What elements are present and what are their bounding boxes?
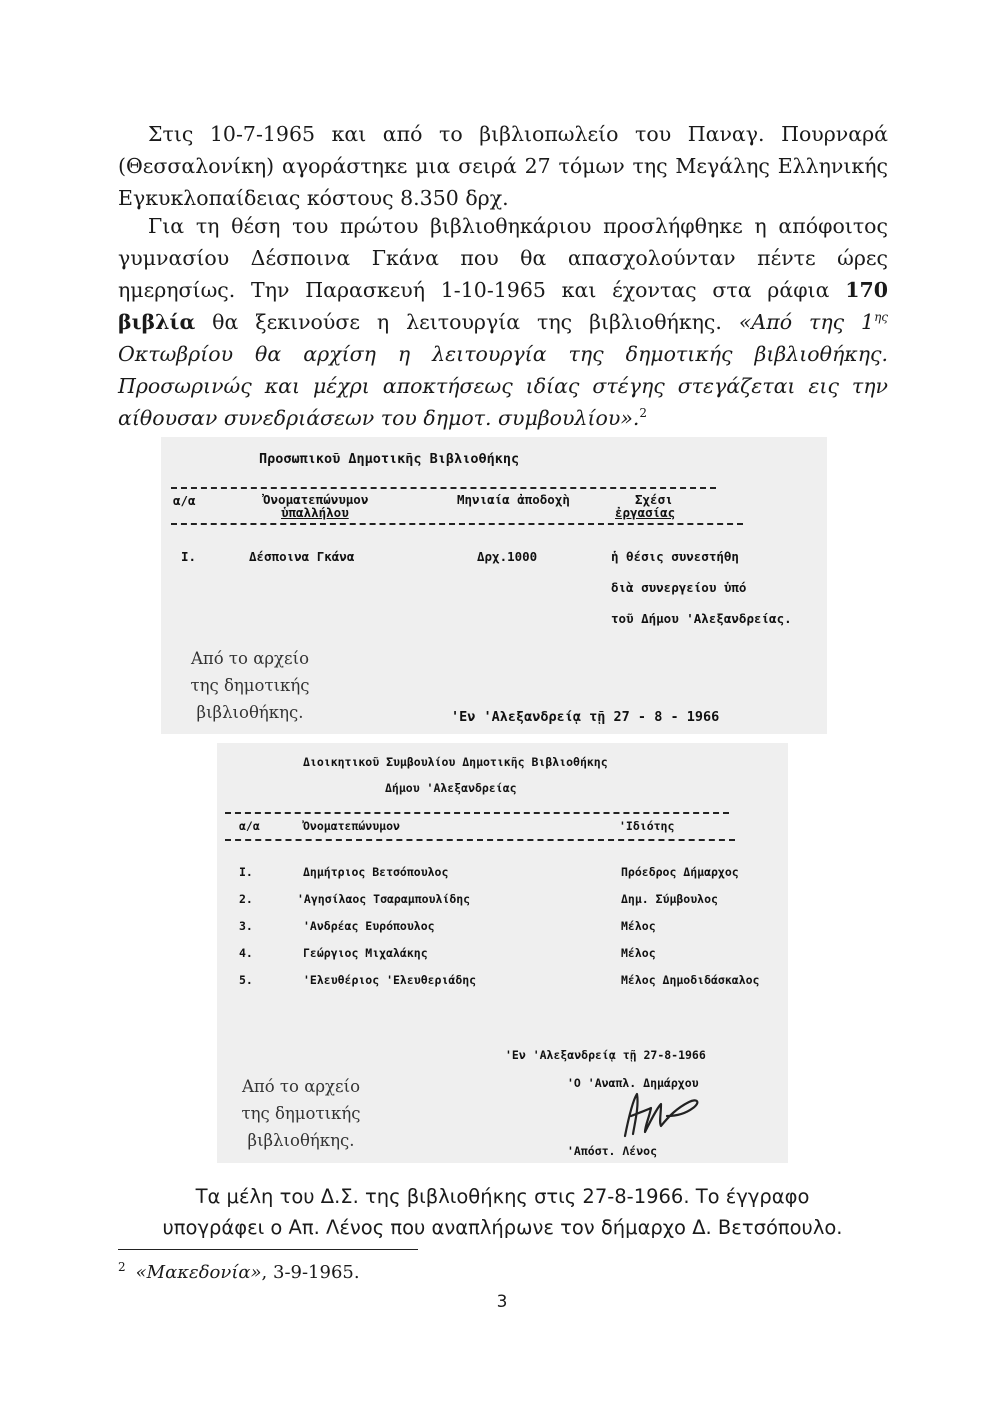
member-role: Μέλος Δημοδιδάσκαλος	[621, 973, 760, 987]
paragraph-librarian	[118, 210, 888, 434]
scan-row-name: Δέσποινα Γκάνα	[249, 549, 355, 564]
figure-caption	[100, 1181, 905, 1243]
archive-credit-line: Από το αρχείο	[190, 649, 310, 668]
scan-col-salary: Μηνιαία ἀποδοχὴ	[457, 492, 570, 507]
scan-row-salary: Δρχ.1000	[477, 549, 538, 564]
member-name: 'Ανδρέας Ευρόπουλος	[303, 919, 435, 933]
member-number: 2.	[239, 892, 253, 906]
archive-scan-board	[217, 743, 788, 1163]
scan-staff-title: Προσωπικοῦ Δημοτικῆς Βιβλιοθήκης	[259, 451, 520, 467]
scan-col-relation-2: ἐργασίας	[615, 505, 676, 520]
caption-line-2: υπογράφει ο Απ. Λένος που αναπλήρωνε τον δήμαρχο Δ. Βετσόπουλο.	[162, 1216, 843, 1239]
footnote-date: , 3-9-1965.	[261, 1262, 360, 1283]
scan-divider	[225, 812, 729, 814]
footnote-divider	[118, 1249, 418, 1250]
footnote-number: 2	[118, 1260, 126, 1274]
signature-icon	[615, 1086, 711, 1142]
archive-credit-line: της δημοτικής	[190, 676, 310, 695]
member-name: Γεώργιος Μιχαλάκης	[303, 946, 428, 960]
archive-scan-staff	[161, 437, 827, 734]
member-number: 3.	[239, 919, 253, 933]
member-name: Δημήτριος Βετσόπουλος	[303, 865, 449, 879]
scan-row-relation-3: τοῦ Δήμου 'Αλεξανδρείας.	[611, 611, 792, 626]
footnote-source: «Μακεδονία»	[135, 1262, 262, 1283]
scan-col-relation: Σχέσι	[635, 492, 673, 507]
member-number: 4.	[239, 946, 253, 960]
archive-credit-line: Από το αρχείο	[241, 1077, 361, 1096]
archive-credit-line: βιβλιοθήκης.	[247, 1131, 355, 1150]
quote-part-a: «Από της 1	[738, 310, 875, 334]
quote-superscript: ης	[874, 310, 888, 325]
scan-row-relation-2: διὰ συνεργείου ὑπό	[611, 580, 747, 595]
scan-col-name-2: ὑπαλλήλου	[281, 505, 349, 520]
scan-divider	[225, 839, 735, 841]
scan-col-aa: α/α	[239, 819, 260, 833]
member-role: Δημ. Σύμβουλος	[621, 892, 718, 906]
footnote-reference[interactable]: 2	[639, 406, 648, 421]
scan-board-subtitle: Δήμου 'Αλεξανδρείας	[385, 781, 517, 795]
scan-col-name: Ὀνοματεπώνυμον	[303, 819, 400, 833]
member-role: Μέλος	[621, 946, 656, 960]
page-number: 3	[496, 1292, 508, 1312]
archive-credit-line: βιβλιοθήκης.	[196, 703, 304, 722]
member-number: Ι.	[239, 865, 253, 879]
books-count-bold: 170 βιβλία	[118, 278, 888, 334]
scan-board-date: 'Εν 'Αλεξανδρείᾳ τῇ 27-8-1966	[505, 1048, 706, 1062]
scan-deputy-title: 'Ο 'Αναπλ. Δημάρχου	[567, 1076, 699, 1090]
caption-line-1: Τα μέλη του Δ.Σ. της βιβλιοθήκης στις 27-8-1966. Το έγγραφο	[195, 1185, 810, 1208]
quote-part-b: Οκτωβρίου θα αρχίση η λειτουργία της δημοτικής βιβλιοθήκης. Προσωρινώς και μέχρι αποκτήσεως ιδίας στέγης στεγάζεται εις την αίθουσαν συνεδριάσεων του δημοτ. συμβουλίου».	[118, 342, 888, 430]
scan-col-aa: α/α	[173, 493, 196, 508]
footnote	[118, 1262, 360, 1283]
archive-credit-line: της δημοτικής	[241, 1104, 361, 1123]
scan-row-number: Ι.	[181, 549, 197, 564]
scan-divider	[171, 487, 716, 489]
paragraph-librarian-text-2: θα ξεκινούσε η λειτουργία της βιβλιοθήκης.	[212, 310, 722, 334]
scan-row-relation-1: ἡ θέσις συνεστήθη	[611, 549, 739, 564]
paragraph-purchase-text: Στις 10-7-1965 και από το βιβλιοπωλείο του Παναγ. Πουρναρά (Θεσσαλονίκη) αγοράστηκε μια σειρά 27 τόμων της Μεγάλης Ελληνικής Εγκυκλοπαίδειας κόστους 8.350 δρχ.	[118, 122, 888, 210]
member-name: 'Αγησίλαος Τσαραμπουλίδης	[297, 892, 471, 906]
scan-staff-date: 'Εν 'Αλεξανδρείᾳ τῇ 27 - 8 - 1966	[451, 709, 720, 725]
paragraph-librarian-text: Για τη θέση του πρώτου βιβλιοθηκάριου προσλήφθηκε η απόφοιτος γυμνασίου Δέσποινα Γκάνα που θα απασχολούνταν πέντε ώρες ημερησίως. Την Παρασκευή 1-10-1965 και έχοντας στα ράφια	[118, 214, 888, 302]
scan-divider	[171, 523, 743, 525]
scan-col-name: Ὀνοματεπώνυμον	[263, 492, 369, 507]
archive-credit-2	[227, 1073, 375, 1154]
member-number: 5.	[239, 973, 253, 987]
archive-credit-1	[175, 645, 325, 726]
member-role: Πρόεδρος Δήμαρχος	[621, 865, 739, 879]
paragraph-purchase	[118, 118, 888, 214]
member-role: Μέλος	[621, 919, 656, 933]
scan-col-role: 'Ιδιότης	[619, 819, 675, 833]
member-name: 'Ελευθέριος 'Ελευθεριάδης	[303, 973, 477, 987]
scan-board-title: Διοικητικοῦ Συμβουλίου Δημοτικῆς Βιβλιοθήκης	[303, 755, 608, 769]
scan-signer-name: 'Απόστ. Λένος	[567, 1144, 658, 1158]
